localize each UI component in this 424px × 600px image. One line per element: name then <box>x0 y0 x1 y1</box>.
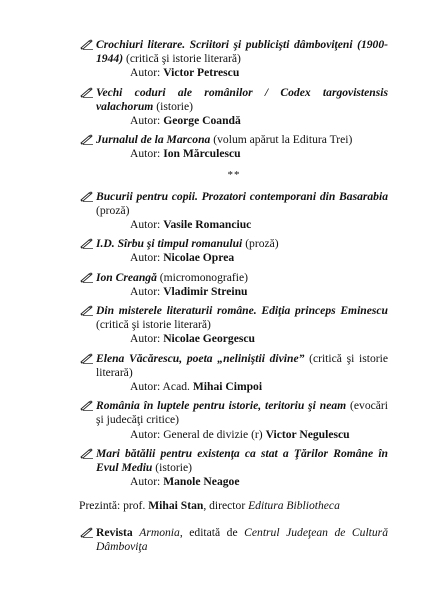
magazine-name: Armonia <box>139 525 180 539</box>
book-author <box>96 428 388 442</box>
book-entry <box>80 237 388 265</box>
book-title: România în luptele pentru istorie, teritoriu şi neam <box>96 399 347 413</box>
book-entry <box>80 304 388 347</box>
book-line <box>96 86 388 114</box>
book-description: (volum apărut la Editura Trei) <box>213 133 353 147</box>
book-title: Mari bătălii pentru existenţa ca stat a Ţărilor Române în Evul Mediu <box>96 446 388 475</box>
book-author <box>96 218 388 232</box>
magazine-entry <box>80 526 388 554</box>
book-group-1 <box>80 38 388 162</box>
book-description: (evocări şi judecăţi critice) <box>96 399 388 427</box>
presenter-line <box>79 499 388 513</box>
pen-writing-icon <box>80 353 94 364</box>
author-label: Autor: <box>130 147 161 161</box>
book-line <box>96 190 388 218</box>
book-entry <box>80 133 388 161</box>
book-author <box>96 332 388 346</box>
book-title: Din misterele literaturii române. Ediţia princeps Eminescu <box>96 304 388 318</box>
author-prefix: Acad. <box>162 380 190 394</box>
book-title: Vechi coduri ale românilor / Codex targovistensis valachorum <box>96 85 388 113</box>
book-line <box>96 271 388 285</box>
author-name: Victor Petrescu <box>163 66 240 80</box>
book-group-2 <box>80 190 388 490</box>
book-description: (proză) <box>245 237 279 251</box>
book-description: (critică şi istorie literară) <box>125 52 241 66</box>
book-title: Jurnalul de la Marcona <box>96 133 211 147</box>
pen-writing-icon <box>80 238 94 249</box>
author-name: Manole Neagoe <box>163 475 240 489</box>
pen-writing-icon <box>80 448 94 459</box>
author-name: Mihai Cimpoi <box>192 380 263 394</box>
book-description: (critică şi istorie literară) <box>96 318 211 332</box>
pen-writing-icon <box>80 527 94 538</box>
presenter-name: Mihai Stan <box>148 499 204 513</box>
author-label: Autor: <box>130 332 161 346</box>
author-prefix: General de divizie (r) <box>163 427 263 441</box>
book-author <box>96 251 388 265</box>
book-title: Elena Văcărescu, poeta „neliniştii divine” <box>96 351 305 365</box>
pen-writing-icon <box>80 400 94 411</box>
author-label: Autor: <box>130 475 161 489</box>
book-line <box>96 399 388 427</box>
book-author <box>96 285 388 299</box>
pen-writing-icon <box>80 134 94 145</box>
book-author <box>96 475 388 489</box>
book-line <box>96 447 388 475</box>
book-author <box>96 147 388 161</box>
author-label: Autor: <box>130 380 161 394</box>
author-name: George Coandă <box>163 114 241 128</box>
author-name: Ion Mărculescu <box>163 147 241 161</box>
author-label: Autor: <box>130 66 161 80</box>
pen-writing-icon <box>80 191 94 202</box>
book-title: I.D. Sîrbu şi timpul romanului <box>96 237 243 251</box>
pen-writing-icon <box>80 39 94 50</box>
book-author <box>96 66 388 80</box>
author-label: Autor: <box>130 218 161 232</box>
book-entry <box>80 352 388 395</box>
book-description: (istorie) <box>156 99 193 113</box>
book-author <box>96 114 388 128</box>
book-title: Ion Creangă <box>96 270 157 284</box>
book-entry <box>80 86 388 129</box>
book-title: Bucurii pentru copii. Prozatori contemporani din Basarabia <box>96 189 388 203</box>
book-line <box>96 237 388 251</box>
pen-writing-icon <box>80 272 94 283</box>
book-line <box>96 352 388 380</box>
book-line <box>96 38 388 66</box>
book-description: (proză) <box>96 203 130 217</box>
book-line <box>96 304 388 332</box>
author-label: Autor: <box>130 251 161 265</box>
author-name: Vasile Romanciuc <box>163 218 252 232</box>
presenter-publisher: Editura Bibliotheca <box>248 499 340 513</box>
author-label: Autor: <box>130 114 161 128</box>
presenter-role: , director <box>203 499 246 513</box>
author-name: Vladimir Streinu <box>163 284 248 298</box>
book-entry <box>80 399 388 442</box>
presenter-label: Prezintă: prof. <box>79 499 146 513</box>
book-line <box>96 133 388 147</box>
book-entry <box>80 271 388 299</box>
book-description: (istorie) <box>155 461 192 475</box>
book-description: (critică şi istorie literară) <box>96 351 388 379</box>
book-author <box>96 380 388 394</box>
author-name: Nicolae Oprea <box>163 251 235 265</box>
author-label: Autor: <box>130 427 161 441</box>
magazine-text: , editată de <box>179 525 238 539</box>
book-entry <box>80 38 388 81</box>
book-list <box>80 38 388 559</box>
magazine-label: Revista <box>96 525 133 539</box>
magazine-institution: Centrul Judeţean de Cultură Dâmboviţa <box>96 525 388 553</box>
author-label: Autor: <box>130 284 161 298</box>
author-name: Nicolae Georgescu <box>163 332 255 346</box>
book-entry <box>80 447 388 490</box>
book-title: Crochiuri literare. Scriitori şi publicişti dâmboviţeni (1900-1944) <box>96 38 388 66</box>
section-separator: ** <box>227 168 241 181</box>
book-description: (micromonografie) <box>159 270 249 284</box>
pen-writing-icon <box>80 87 94 98</box>
book-entry <box>80 190 388 233</box>
author-name: Victor Negulescu <box>265 427 350 441</box>
pen-writing-icon <box>80 305 94 316</box>
